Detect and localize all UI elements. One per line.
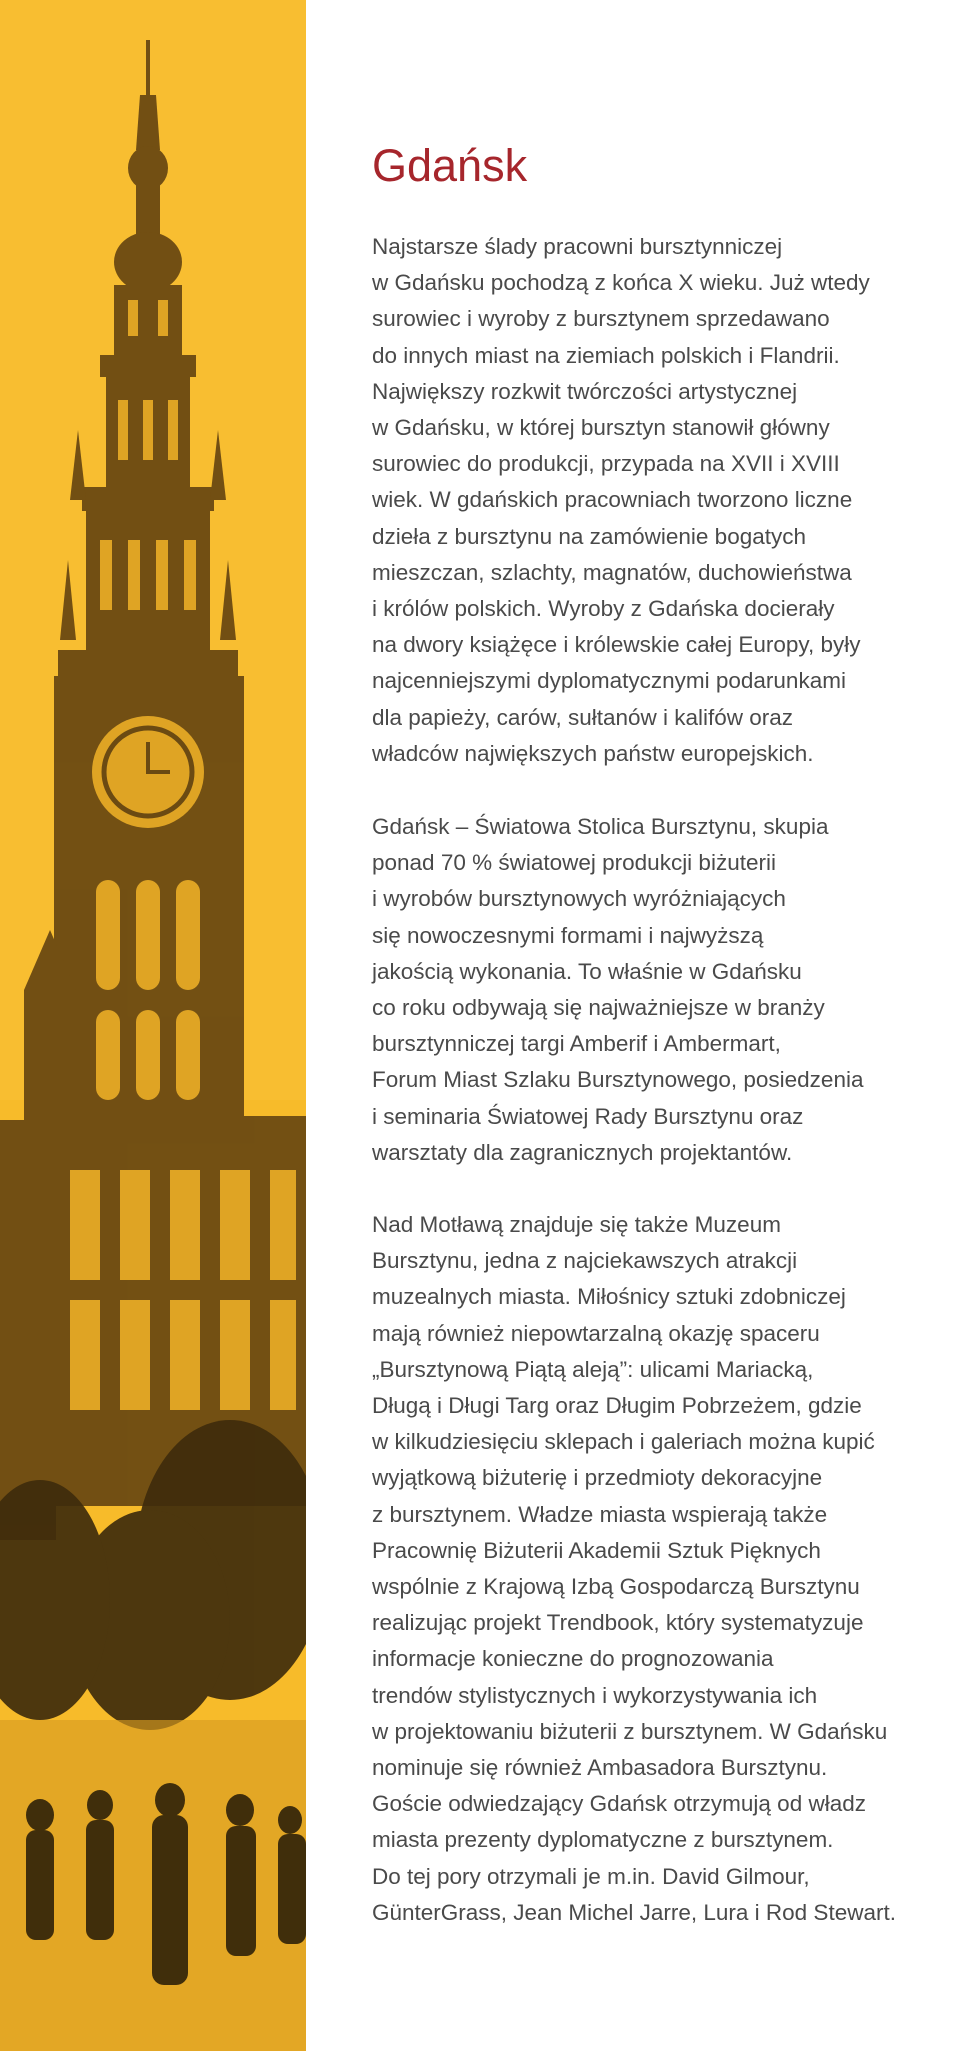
paragraph-line: miasta prezenty dyplomatyczne z bursztynem.: [372, 1827, 834, 1853]
paragraph-line: GünterGrass, Jean Michel Jarre, Lura i Rod Stewart.: [372, 1899, 896, 1925]
paragraph-line: ponad 70 % światowej produkcji biżuterii: [372, 850, 776, 876]
paragraph-line: Goście odwiedzający Gdańsk otrzymują od władz: [372, 1791, 866, 1817]
paragraph-line: dla papieży, carów, sułtanów i kalifów oraz: [372, 704, 794, 730]
paragraph-line: z bursztynem. Władze miasta wspierają także: [372, 1501, 828, 1527]
paragraph-line: mieszczan, szlachty, magnatów, duchowieństwa: [372, 559, 852, 585]
paragraph-line: Długą i Długi Targ oraz Długim Pobrzeżem, gdzie: [372, 1393, 862, 1419]
paragraph-line: w Gdańsku pochodzą z końca X wieku. Już wtedy: [372, 270, 870, 296]
paragraph-line: Pracownię Biżuterii Akademii Sztuk Pięknych: [372, 1537, 821, 1563]
paragraph-line: do innych miast na ziemiach polskich i Flandrii.: [372, 342, 840, 368]
paragraph-line: najcenniejszymi dyplomatycznymi podarunkami: [372, 668, 846, 694]
paragraph-line: surowiec i wyroby z bursztynem sprzedawano: [372, 306, 830, 332]
paragraph-line: bursztynniczej targi Amberif i Ambermart,: [372, 1031, 781, 1057]
paragraph-line: i wyrobów bursztynowych wyróżniających: [372, 886, 786, 912]
paragraph-amber-capital: [372, 809, 863, 1171]
paragraph-line: trendów stylistycznych i wykorzystywania ich: [372, 1682, 818, 1708]
paragraph-line: i królów polskich. Wyroby z Gdańska docierały: [372, 596, 835, 622]
paragraph-line: co roku odbywają się najważniejsze w branży: [372, 995, 825, 1021]
paragraph-line: w Gdańsku, w której bursztyn stanowił główny: [372, 415, 830, 441]
paragraph-line: nominuje się również Ambasadora Bursztynu.: [372, 1755, 828, 1781]
paragraph-line: Do tej pory otrzymali je m.in. David Gilmour,: [372, 1863, 810, 1889]
paragraph-line: Gdańsk – Światowa Stolica Bursztynu, skupia: [372, 814, 829, 839]
paragraph-museum: [372, 1207, 896, 1931]
paragraph-line: Nad Motławą znajduje się także Muzeum: [372, 1212, 781, 1237]
paragraph-line: Najstarsze ślady pracowni bursztynniczej: [372, 234, 783, 259]
paragraph-line: się nowoczesnymi formami i najwyższą: [372, 922, 764, 948]
paragraph-line: wspólnie z Krajową Izbą Gospodarczą Bursztynu: [372, 1574, 860, 1600]
paragraph-line: muzealnych miasta. Miłośnicy sztuki zdobniczej: [372, 1284, 846, 1310]
paragraph-line: w kilkudziesięciu sklepach i galeriach można kupić: [372, 1429, 875, 1455]
page-title: Gdańsk: [372, 140, 528, 191]
paragraph-line: Największy rozkwit twórczości artystycznej: [372, 378, 798, 404]
paragraph-line: jakością wykonania. To właśnie w Gdańsku: [372, 958, 802, 984]
paragraph-line: realizując projekt Trendbook, który systematyzuje: [372, 1610, 864, 1636]
paragraph-line: mają również niepowtarzalną okazję spaceru: [372, 1320, 820, 1346]
paragraph-line: surowiec do produkcji, przypada na XVII i XVIII: [372, 451, 840, 477]
paragraph-line: w projektowaniu biżuterii z bursztynem. W Gdańsku: [372, 1718, 888, 1744]
paragraph-line: informacje konieczne do prognozowania: [372, 1646, 774, 1672]
paragraph-line: i seminaria Światowej Rady Bursztynu oraz: [372, 1103, 804, 1129]
town-hall-tower-photo: [0, 0, 306, 2051]
paragraph-line: Bursztynu, jedna z najciekawszych atrakcji: [372, 1248, 798, 1274]
paragraph-line: Forum Miast Szlaku Bursztynowego, posiedzenia: [372, 1067, 864, 1093]
paragraph-line: wyjątkową biżuterię i przedmioty dekoracyjne: [372, 1465, 823, 1491]
paragraph-line: na dwory książęce i królewskie całej Europy, były: [372, 632, 861, 658]
paragraph-line: „Bursztynową Piątą aleją”: ulicami Mariacką,: [372, 1356, 814, 1382]
paragraph-history: [372, 229, 870, 772]
paragraph-line: władców największych państw europejskich.: [372, 740, 814, 766]
paragraph-line: wiek. W gdańskich pracowniach tworzono liczne: [372, 487, 853, 513]
paragraph-line: dzieła z bursztynu na zamówienie bogatych: [372, 523, 806, 549]
paragraph-line: warsztaty dla zagranicznych projektantów.: [372, 1139, 793, 1165]
